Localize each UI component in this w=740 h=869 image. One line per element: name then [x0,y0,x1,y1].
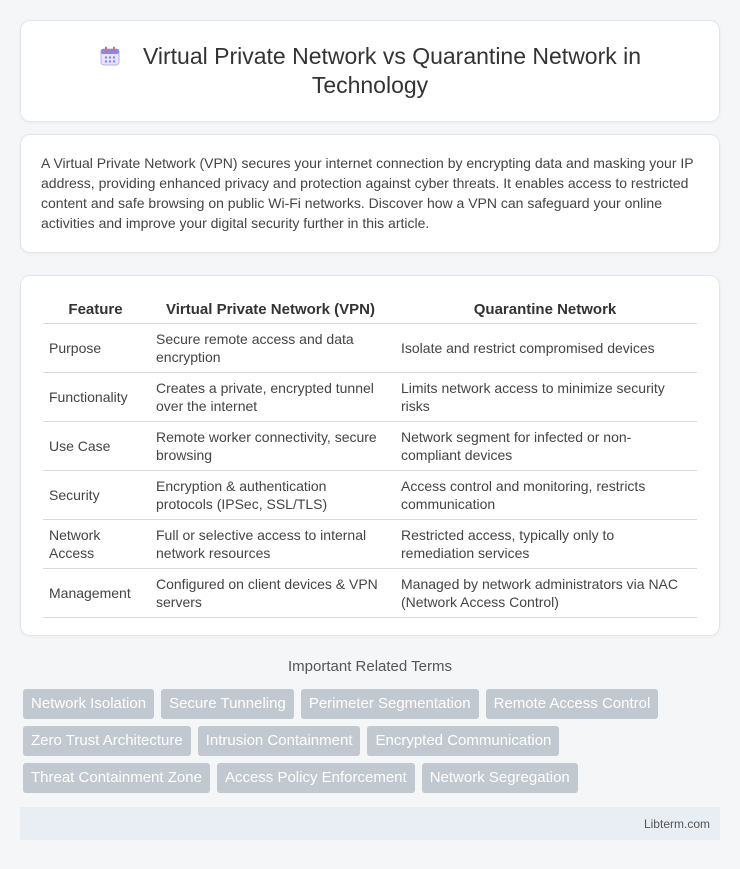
quarantine-cell: Isolate and restrict compromised devices [393,324,697,373]
term-tag[interactable]: Secure Tunneling [161,689,294,719]
comparison-table [43,296,697,618]
page-title [51,42,689,100]
quarantine-cell: Limits network access to minimize security risks [393,373,697,422]
related-terms-title: Important Related Terms [288,658,452,675]
term-tag[interactable]: Zero Trust Architecture [23,726,191,756]
term-tag[interactable]: Network Isolation [23,689,154,719]
footer [20,807,720,840]
quarantine-cell: Network segment for infected or non-compliant devices [393,422,697,471]
header-feature: Feature [43,296,148,324]
term-tag[interactable]: Remote Access Control [486,689,659,719]
table-row [43,520,697,569]
header-quarantine: Quarantine Network [393,296,697,324]
term-tag[interactable]: Perimeter Segmentation [301,689,479,719]
intro-card [20,134,720,253]
comparison-card [20,275,720,636]
feature-cell: Functionality [43,373,148,422]
table-row [43,422,697,471]
term-tag[interactable]: Network Segregation [422,763,578,793]
vpn-cell: Encryption & authentication protocols (IPSec, SSL/TLS) [148,471,393,520]
related-terms-list [20,689,720,793]
vpn-cell: Secure remote access and data encryption [148,324,393,373]
calendar-icon [99,45,121,67]
term-tag[interactable]: Intrusion Containment [198,726,361,756]
table-row [43,471,697,520]
footer-site-link[interactable]: Libterm.com [643,816,710,831]
intro-text: A Virtual Private Network (VPN) secures your internet connection by encrypting data and masking your IP address, providing enhanced privacy and protection against cyber threats. It enables access to restricted content and safe browsing on public Wi-Fi networks. Discover how a VPN can safeguard your online activities and improve your digital security further in this article. [41,155,694,231]
table-row [43,569,697,618]
quarantine-cell: Restricted access, typically only to remediation services [393,520,697,569]
table-header-row [43,296,697,324]
header-vpn: Virtual Private Network (VPN) [148,296,393,324]
feature-cell: Security [43,471,148,520]
feature-cell: Network Access [43,520,148,569]
feature-cell: Use Case [43,422,148,471]
title-card [20,20,720,122]
vpn-cell: Full or selective access to internal network resources [148,520,393,569]
page-title-text: Virtual Private Network vs Quarantine Network in Technology [142,43,642,98]
table-row [43,373,697,422]
feature-cell: Purpose [43,324,148,373]
vpn-cell: Creates a private, encrypted tunnel over the internet [148,373,393,422]
quarantine-cell: Access control and monitoring, restricts communication [393,471,697,520]
vpn-cell: Configured on client devices & VPN servers [148,569,393,618]
term-tag[interactable]: Encrypted Communication [367,726,559,756]
vpn-cell: Remote worker connectivity, secure browsing [148,422,393,471]
term-tag[interactable]: Access Policy Enforcement [217,763,415,793]
table-row [43,324,697,373]
feature-cell: Management [43,569,148,618]
quarantine-cell: Managed by network administrators via NAC (Network Access Control) [393,569,697,618]
term-tag[interactable]: Threat Containment Zone [23,763,210,793]
